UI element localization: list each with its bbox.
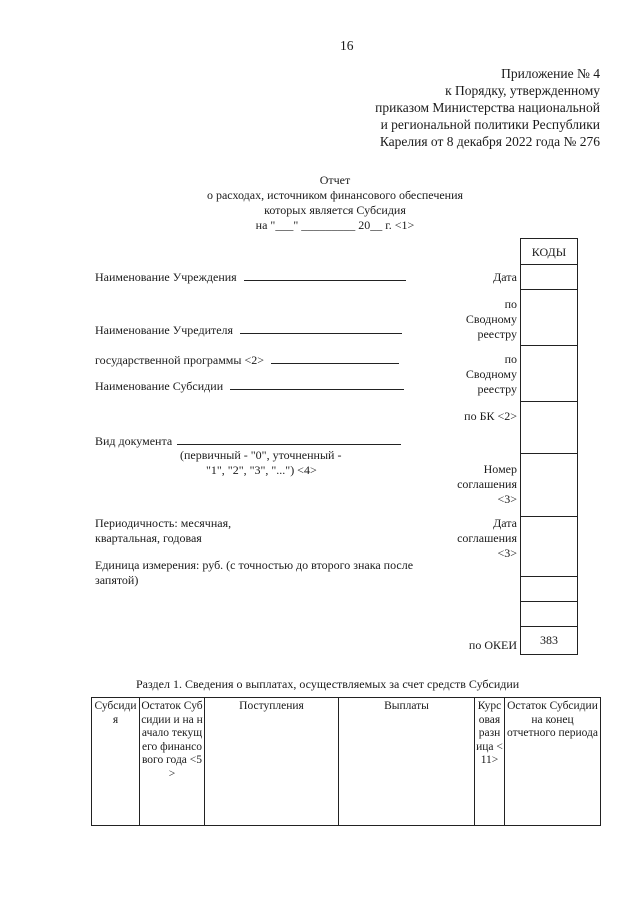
unit-line-2: запятой) [95, 573, 139, 587]
report-subtitle-2: которых является Субсидия [264, 203, 406, 217]
doc-type-field [95, 433, 401, 448]
code-cell-bk[interactable] [521, 402, 577, 454]
code-cell-registry-1[interactable] [521, 290, 577, 346]
institution-field [95, 269, 406, 284]
program-label: государственной программы <2> [95, 353, 264, 367]
codes-header: КОДЫ [521, 239, 577, 265]
periodicity-line-1: Периодичность: месячная, [95, 516, 232, 530]
code-cell-blank-2[interactable] [521, 602, 577, 627]
periodicity-line-2: квартальная, годовая [95, 531, 202, 545]
code-label-registry-2c: реестру [477, 382, 517, 396]
section1-title: Раздел 1. Сведения о выплатах, осуществляемых за счет средств Субсидии [136, 677, 520, 691]
code-label-agreement-a: Номер [483, 462, 517, 476]
doc-type-note-2: "1", "2", "3", "...") <4> [206, 463, 317, 477]
subsidy-field [95, 378, 404, 393]
report-title: Отчет [319, 173, 351, 187]
program-blank [271, 352, 399, 364]
founder-field [95, 322, 402, 337]
code-label-registry-2a: по [504, 352, 517, 366]
subsidy-blank [230, 378, 404, 390]
founder-blank [240, 322, 402, 334]
code-label-okei: по ОКЕИ [468, 638, 517, 652]
code-label-agreement-b: соглашения [457, 477, 517, 491]
table-header-row [92, 698, 601, 826]
code-label-bk: по БК <2> [464, 409, 517, 423]
code-label-agreement-date-b: соглашения [457, 531, 517, 545]
col-exchange-difference: Курсовая разница <11> [475, 698, 505, 826]
code-cell-okei: 383 [540, 633, 558, 647]
code-label-registry-1a: по [504, 297, 517, 311]
subsidy-label: Наименование Субсидии [95, 379, 224, 393]
institution-label: Наименование Учреждения [95, 270, 237, 284]
col-payments: Выплаты [339, 698, 475, 826]
code-label-registry-1b: Сводному [465, 312, 517, 326]
report-subtitle-1: о расходах, источником финансового обеспечения [206, 188, 464, 202]
institution-blank [244, 269, 406, 281]
col-receipts: Поступления [205, 698, 339, 826]
report-date-line: на "___" _________ 20__ г. <1> [255, 218, 415, 232]
doc-type-blank [177, 433, 401, 445]
doc-type-label: Вид документа [95, 434, 173, 448]
code-label-agreement-date-a: Дата [493, 516, 517, 530]
appendix-line-1: Приложение № 4 [501, 66, 600, 81]
founder-label: Наименование Учредителя [95, 323, 234, 337]
code-cell-agreement[interactable] [521, 454, 577, 517]
doc-type-note-1: (первичный - "0", уточненный - [180, 448, 342, 462]
section1-table [91, 697, 601, 826]
code-cell-agreement-date[interactable] [521, 517, 577, 577]
col-subsidy: Субсидия [92, 698, 140, 826]
code-cell-date[interactable] [521, 265, 577, 290]
code-label-registry-1c: реестру [477, 327, 517, 341]
appendix-line-5: Карелия от 8 декабря 2022 года № 276 [379, 134, 600, 149]
page-number: 16 [340, 38, 354, 53]
code-cell-registry-2[interactable] [521, 346, 577, 402]
col-opening-balance: Остаток Субсидии и на начало текущего финансового года <5> [140, 698, 205, 826]
codes-column [520, 238, 578, 655]
code-label-agreement-date-c: <3> [497, 546, 517, 560]
col-closing-balance: Остаток Субсидии на конец отчетного периода [505, 698, 601, 826]
program-field [95, 352, 399, 367]
appendix-line-2: к Порядку, утвержденному [445, 83, 600, 98]
code-label-date: Дата [493, 270, 517, 284]
code-label-registry-2b: Сводному [465, 367, 517, 381]
appendix-line-3: приказом Министерства национальной [375, 100, 600, 115]
unit-line-1: Единица измерения: руб. (с точностью до второго знака после [95, 558, 414, 572]
code-label-agreement-c: <3> [497, 492, 517, 506]
code-cell-blank-1[interactable] [521, 577, 577, 602]
appendix-line-4: и региональной политики Республики [380, 117, 600, 132]
